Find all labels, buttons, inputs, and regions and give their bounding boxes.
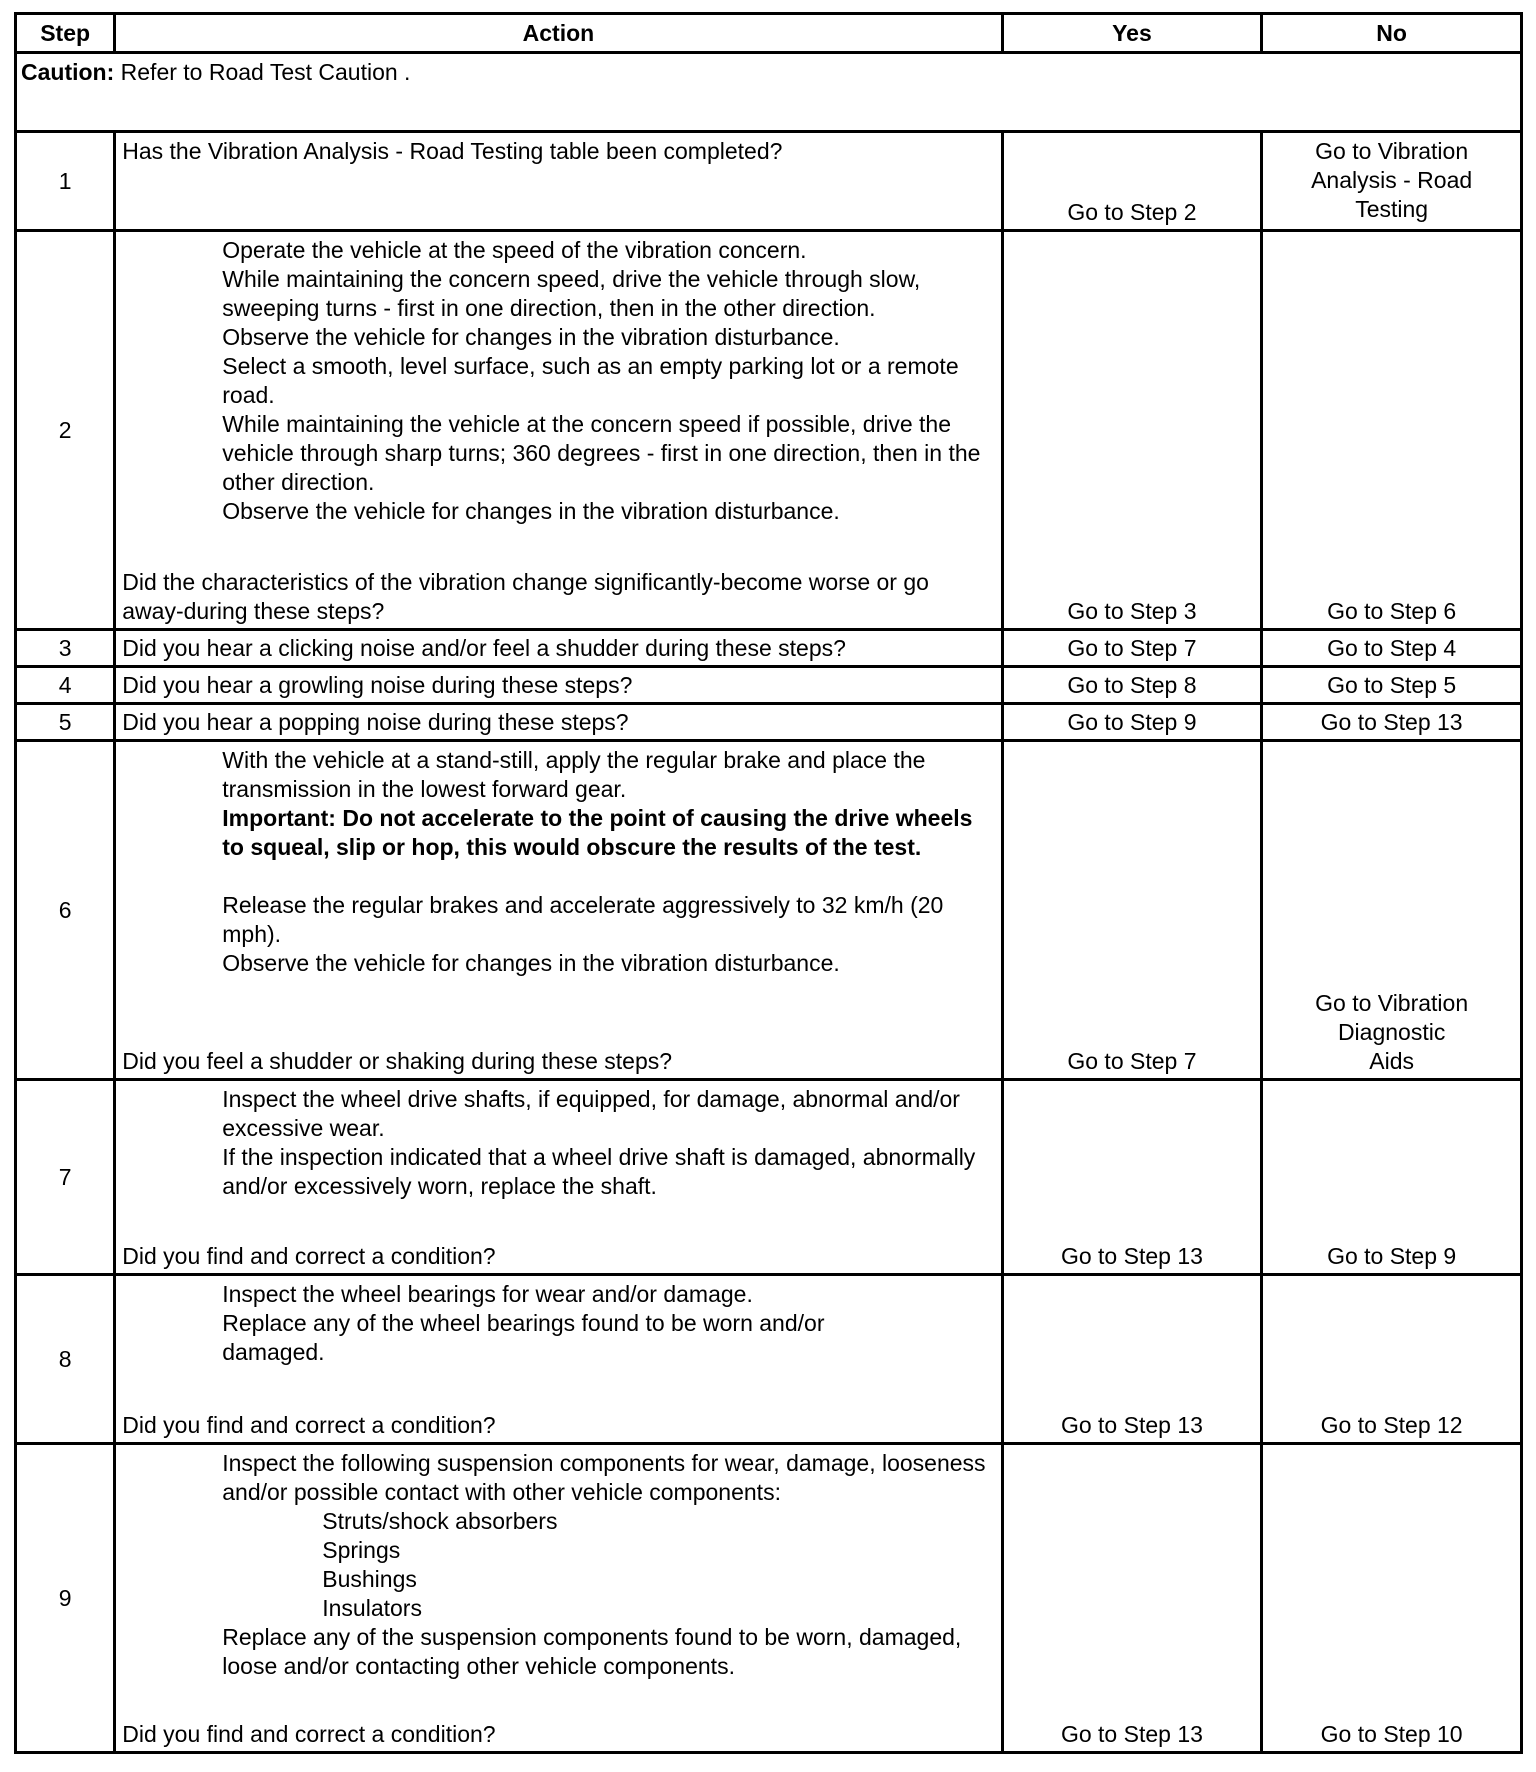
question-text: Has the Vibration Analysis - Road Testing table been completed? xyxy=(122,138,783,164)
important-note: Important: Do not accelerate to the point of causing the drive wheels to squeal, slip or hop, this would obscure the results of the test. xyxy=(222,805,973,860)
step-number: 9 xyxy=(16,1444,115,1753)
diagnostic-table xyxy=(14,12,1523,1754)
table-row xyxy=(16,667,1522,704)
no-text: Go to Vibration Analysis - Road Testing xyxy=(1311,138,1473,222)
yes-cell: Go to Step 7 xyxy=(1002,630,1262,667)
no-text: Go to Vibration Diagnostic Aids xyxy=(1315,990,1469,1074)
header-action: Action xyxy=(115,14,1002,53)
step-number: 5 xyxy=(16,704,115,741)
caution-cell xyxy=(16,53,1522,132)
no-cell: Go to Step 4 xyxy=(1262,630,1522,667)
yes-cell: Go to Step 13 xyxy=(1002,1080,1262,1275)
no-cell: Go to Step 12 xyxy=(1262,1275,1522,1444)
question-text: Did you hear a popping noise during these steps? xyxy=(122,708,629,735)
yes-cell: Go to Step 3 xyxy=(1002,231,1262,630)
no-cell: Go to Step 9 xyxy=(1262,1080,1522,1275)
table-row xyxy=(16,630,1522,667)
question-text: Did you find and correct a condition? xyxy=(122,1412,496,1438)
action-cell xyxy=(115,704,1002,741)
table-row xyxy=(16,231,1522,630)
caution-row xyxy=(16,53,1522,132)
question-text: Did you find and correct a condition? xyxy=(122,1243,496,1269)
step-number: 8 xyxy=(16,1275,115,1444)
action-line: If the inspection indicated that a wheel drive shaft is damaged, abnormally and/or excessively worn, replace the shaft. xyxy=(222,1144,976,1199)
action-line: While maintaining the vehicle at the concern speed if possible, drive the vehicle through sharp turns; 360 degrees - first in one direction, then in the other direction. xyxy=(222,411,981,495)
step-number: 6 xyxy=(16,741,115,1080)
yes-cell: Go to Step 8 xyxy=(1002,667,1262,704)
yes-cell: Go to Step 2 xyxy=(1002,132,1262,231)
no-cell: Go to Step 6 xyxy=(1262,231,1522,630)
yes-cell: Go to Step 13 xyxy=(1002,1275,1262,1444)
table-row xyxy=(16,1080,1522,1275)
caution-label: Caution: xyxy=(21,59,115,85)
spacer xyxy=(122,862,994,891)
header-step: Step xyxy=(16,14,115,53)
list-item: Struts/shock absorbers xyxy=(322,1508,558,1534)
action-line: Inspect the following suspension components for wear, damage, looseness and/or possible contact with other vehicle components: xyxy=(222,1450,986,1505)
step-number: 2 xyxy=(16,231,115,630)
step-number: 4 xyxy=(16,667,115,704)
action-cell xyxy=(115,231,1002,630)
action-cell xyxy=(115,132,1002,231)
action-cell xyxy=(115,667,1002,704)
action-cell xyxy=(115,1275,1002,1444)
action-line: Release the regular brakes and accelerate aggressively to 32 km/h (20 mph). xyxy=(222,892,944,947)
action-line: Operate the vehicle at the speed of the vibration concern. xyxy=(222,237,807,263)
no-cell xyxy=(1262,132,1522,231)
header-yes: Yes xyxy=(1002,14,1262,53)
yes-cell: Go to Step 7 xyxy=(1002,741,1262,1080)
step-number: 3 xyxy=(16,630,115,667)
action-line: Observe the vehicle for changes in the vibration disturbance. xyxy=(222,324,840,350)
table-row xyxy=(16,132,1522,231)
header-no: No xyxy=(1262,14,1522,53)
action-line: Inspect the wheel bearings for wear and/or damage. xyxy=(222,1281,753,1307)
list-item: Springs xyxy=(322,1537,401,1563)
step-number: 1 xyxy=(16,132,115,231)
yes-cell: Go to Step 13 xyxy=(1002,1444,1262,1753)
action-line: With the vehicle at a stand-still, apply the regular brake and place the transmission in the lowest forward gear. xyxy=(222,747,926,802)
question-text: Did you hear a growling noise during these steps? xyxy=(122,671,633,698)
step-number: 7 xyxy=(16,1080,115,1275)
action-cell xyxy=(115,630,1002,667)
question-text: Did you feel a shudder or shaking during these steps? xyxy=(122,1048,673,1074)
action-line: Inspect the wheel drive shafts, if equipped, for damage, abnormal and/or excessive wear. xyxy=(222,1086,960,1141)
question-text: Did you find and correct a condition? xyxy=(122,1721,496,1747)
caution-text: Refer to Road Test Caution . xyxy=(114,59,411,85)
list-item: Bushings xyxy=(322,1566,417,1592)
table-row xyxy=(16,704,1522,741)
action-line: While maintaining the concern speed, drive the vehicle through slow, sweeping turns - first in one direction, then in the other direction. xyxy=(222,266,921,321)
action-cell xyxy=(115,741,1002,1080)
no-cell: Go to Step 5 xyxy=(1262,667,1522,704)
header-row xyxy=(16,14,1522,53)
yes-cell: Go to Step 9 xyxy=(1002,704,1262,741)
list-item: Insulators xyxy=(322,1595,422,1621)
table-row xyxy=(16,741,1522,1080)
no-cell: Go to Step 13 xyxy=(1262,704,1522,741)
action-cell xyxy=(115,1080,1002,1275)
table-row xyxy=(16,1275,1522,1444)
question-text: Did you hear a clicking noise and/or feel a shudder during these steps? xyxy=(122,634,846,661)
no-cell: Go to Step 10 xyxy=(1262,1444,1522,1753)
action-line: Observe the vehicle for changes in the vibration disturbance. xyxy=(222,498,840,524)
question-text: Did the characteristics of the vibration change significantly-become worse or go away-during these steps? xyxy=(122,569,929,624)
action-line: Observe the vehicle for changes in the vibration disturbance. xyxy=(222,950,840,976)
action-line: Select a smooth, level surface, such as an empty parking lot or a remote road. xyxy=(222,353,959,408)
table-row xyxy=(16,1444,1522,1753)
action-cell xyxy=(115,1444,1002,1753)
no-cell xyxy=(1262,741,1522,1080)
action-line: Replace any of the suspension components found to be worn, damaged, loose and/or contacting other vehicle components. xyxy=(222,1624,962,1679)
action-line: Replace any of the wheel bearings found to be worn and/or damaged. xyxy=(222,1310,825,1365)
